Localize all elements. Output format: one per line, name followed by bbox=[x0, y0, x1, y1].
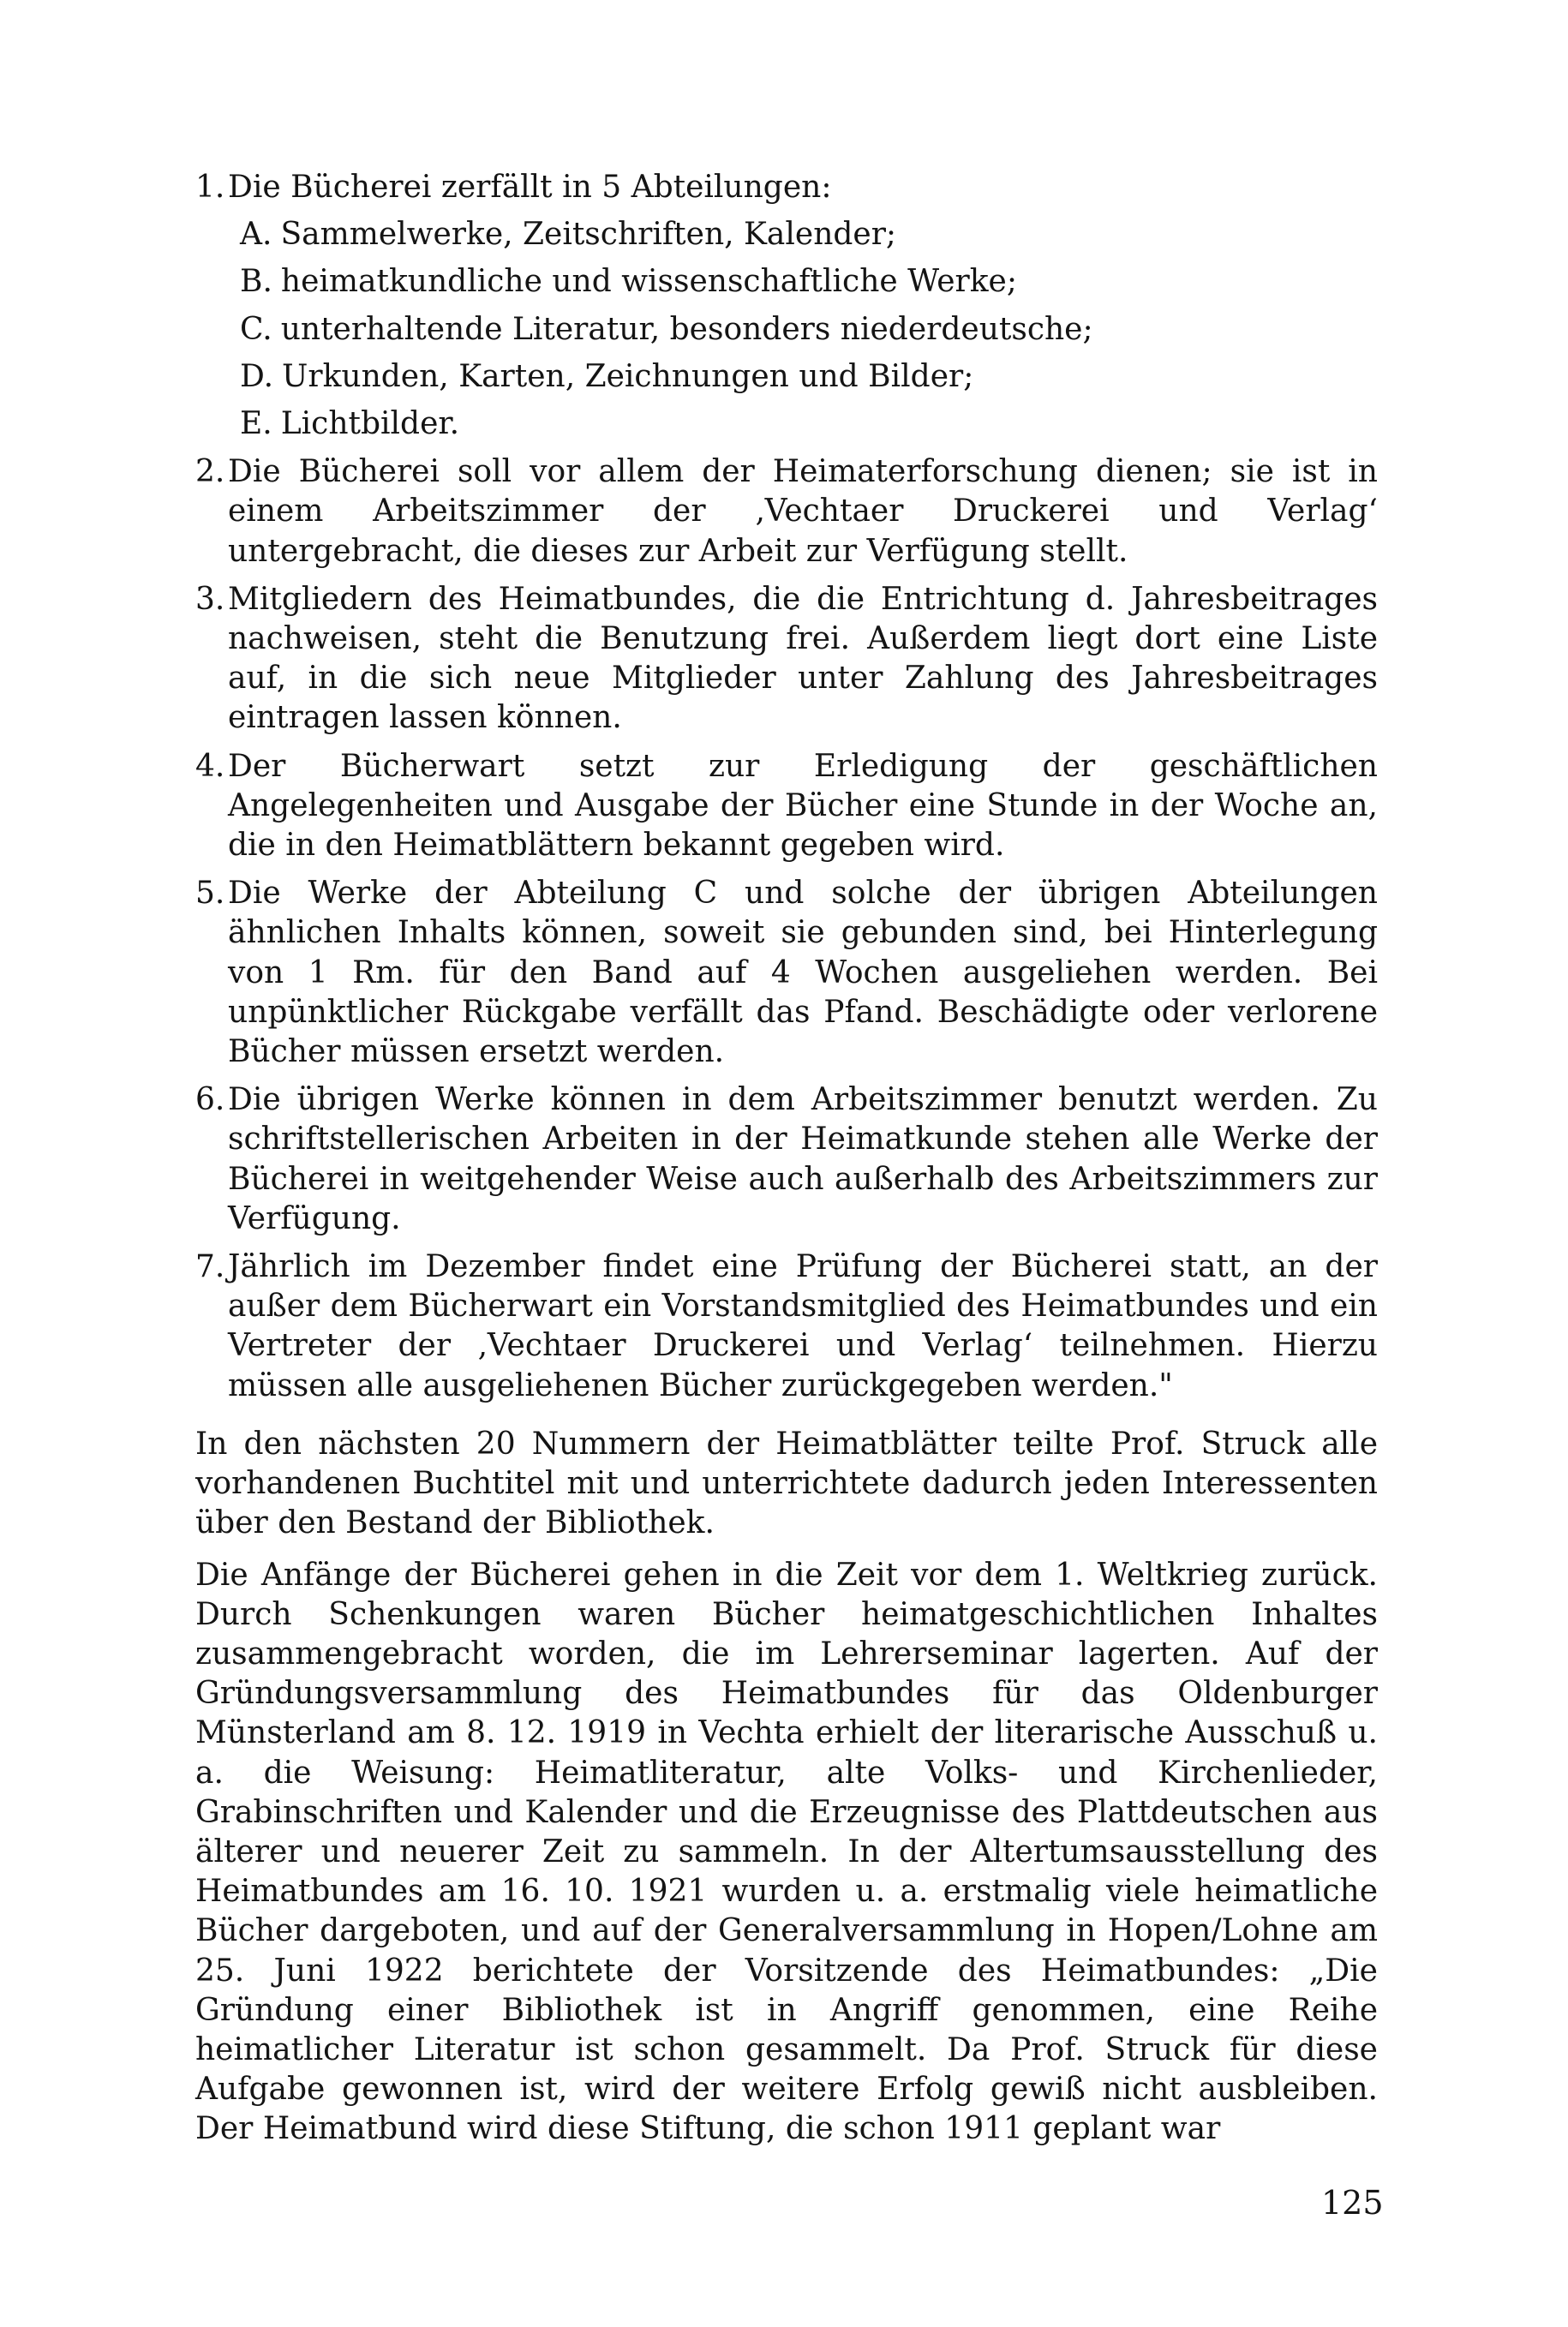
list-item-5 bbox=[195, 874, 1378, 1072]
body-paragraph: Die Anfänge der Bücherei gehen in die Zeit vor dem 1. Weltkrieg zurück. Durch Schenkungen waren Bücher heimatgeschichtlichen Inhaltes zusammengebracht worden, die im Lehrerseminar lagerten. Auf der Gründungsversammlung des Heimatbundes für das Oldenburger Münsterland am 8. 12. 1919 in Vechta erhielt der literarische Ausschuß u. a. die Weisung: Heimatliteratur, alte Volks- und Kirchenlieder, Grabinschriften und Kalender und die Erzeugnisse des Plattdeutschen aus älterer und neuerer Zeit zu sammeln. In der Altertumsausstellung des Heimatbundes am 16. 10. 1921 wurden u. a. erstmalig viele heimatliche Bücher dargeboten, und auf der Generalversammlung in Hopen/Lohne am 25. Juni 1922 berichtete der Vorsitzende des Heimatbundes: „Die Gründung einer Bibliothek ist in Angriff genommen, eine Reihe heimatlicher Literatur ist schon gesammelt. Da Prof. Struck für diese Aufgabe gewonnen ist, wird der weitere Erfolg gewiß nicht ausbleiben. Der Heimatbund wird diese Stiftung, die schon 1911 geplant war bbox=[195, 1557, 1378, 2147]
body-paragraph: In den nächsten 20 Nummern der Heimatblätter teilte Prof. Struck alle vorhandenen Buchtitel mit und unterrichtete dadurch jeden Interessenten über den Bestand der Bibliothek. bbox=[195, 1426, 1378, 1541]
list-text: Die übrigen Werke können in dem Arbeitszimmer benutzt werden. Zu schriftstellerischen Arbeiten in der Heimatkunde stehen alle Werke der Bücherei in weitgehender Weise auch außerhalb des Arbeitszimmers zur Verfügung. bbox=[228, 1082, 1378, 1236]
list-number: 1. bbox=[195, 170, 225, 205]
list-item-1 bbox=[195, 168, 1378, 444]
sub-letter: E. bbox=[240, 406, 272, 442]
list-number: 7. bbox=[195, 1249, 225, 1285]
list-text: Die Werke der Abteilung C und solche der übrigen Abteilungen ähnlichen Inhalts können, soweit sie gebunden sind, bei Hinterlegung von 1 Rm. für den Band auf 4 Wochen ausgeliehen werden. Bei unpünktlicher Rückgabe verfällt das Pfand. Beschädigte oder verlorene Bücher müssen ersetzt werden. bbox=[228, 876, 1378, 1070]
sub-text: Urkunden, Karten, Zeichnungen und Bilder; bbox=[282, 358, 974, 394]
sub-letter: B. bbox=[240, 264, 272, 300]
list-item-7 bbox=[195, 1247, 1378, 1406]
sub-text: Lichtbilder. bbox=[280, 406, 460, 442]
text-block bbox=[195, 168, 1378, 2150]
list-item-4 bbox=[195, 747, 1378, 866]
sub-list bbox=[228, 215, 1378, 444]
sub-text: Sammelwerke, Zeitschriften, Kalender; bbox=[280, 217, 897, 253]
list-text: Die Bücherei soll vor allem der Heimaterforschung dienen; sie ist in einem Arbeitszimmer der ‚Vechtaer Druckerei und Verlag‘ untergebracht, die dieses zur Arbeit zur Verfügung stellt. bbox=[228, 454, 1378, 569]
list-number: 6. bbox=[195, 1082, 225, 1118]
list-text: Die Bücherei zerfällt in 5 Abteilungen: bbox=[228, 170, 832, 205]
sub-item-a bbox=[228, 215, 1378, 254]
list-text: Der Bücherwart setzt zur Erledigung der geschäftlichen Angelegenheiten und Ausgabe der Bücher eine Stunde in der Woche an, die in den Heimatblättern bekannt gegeben wird. bbox=[228, 748, 1378, 864]
list-number: 3. bbox=[195, 581, 225, 617]
sub-text: unterhaltende Literatur, besonders niederdeutsche; bbox=[280, 311, 1093, 347]
sub-item-c bbox=[228, 310, 1378, 350]
list-number: 5. bbox=[195, 876, 225, 912]
list-item-2 bbox=[195, 452, 1378, 571]
list-item-3 bbox=[195, 580, 1378, 739]
sub-letter: D. bbox=[240, 358, 274, 394]
sub-item-b bbox=[228, 262, 1378, 302]
sub-letter: C. bbox=[240, 311, 272, 347]
list-number: 4. bbox=[195, 748, 225, 784]
list-number: 2. bbox=[195, 454, 225, 490]
sub-item-d bbox=[228, 357, 1378, 397]
sub-item-e bbox=[228, 404, 1378, 444]
list-text: Jährlich im Dezember findet eine Prüfung der Bücherei statt, an der außer dem Bücherwart ein Vorstandsmitglied des Heimatbundes und ein Vertreter der ‚Vechtaer Druckerei und Verlag‘ teilnehmen. Hierzu müssen alle ausgeliehenen Bücher zurückgegeben werden." bbox=[228, 1249, 1378, 1403]
sub-text: heimatkundliche und wissenschaftliche Werke; bbox=[280, 264, 1017, 300]
list-item-6 bbox=[195, 1080, 1378, 1239]
list-text: Mitgliedern des Heimatbundes, die die Entrichtung d. Jahresbeitrages nachweisen, steht die Benutzung frei. Außerdem liegt dort eine Liste auf, in die sich neue Mitglieder unter Zahlung des Jahresbeitrages eintragen lassen können. bbox=[228, 581, 1378, 736]
sub-letter: A. bbox=[240, 217, 272, 253]
page-number: 125 bbox=[1321, 2184, 1384, 2222]
